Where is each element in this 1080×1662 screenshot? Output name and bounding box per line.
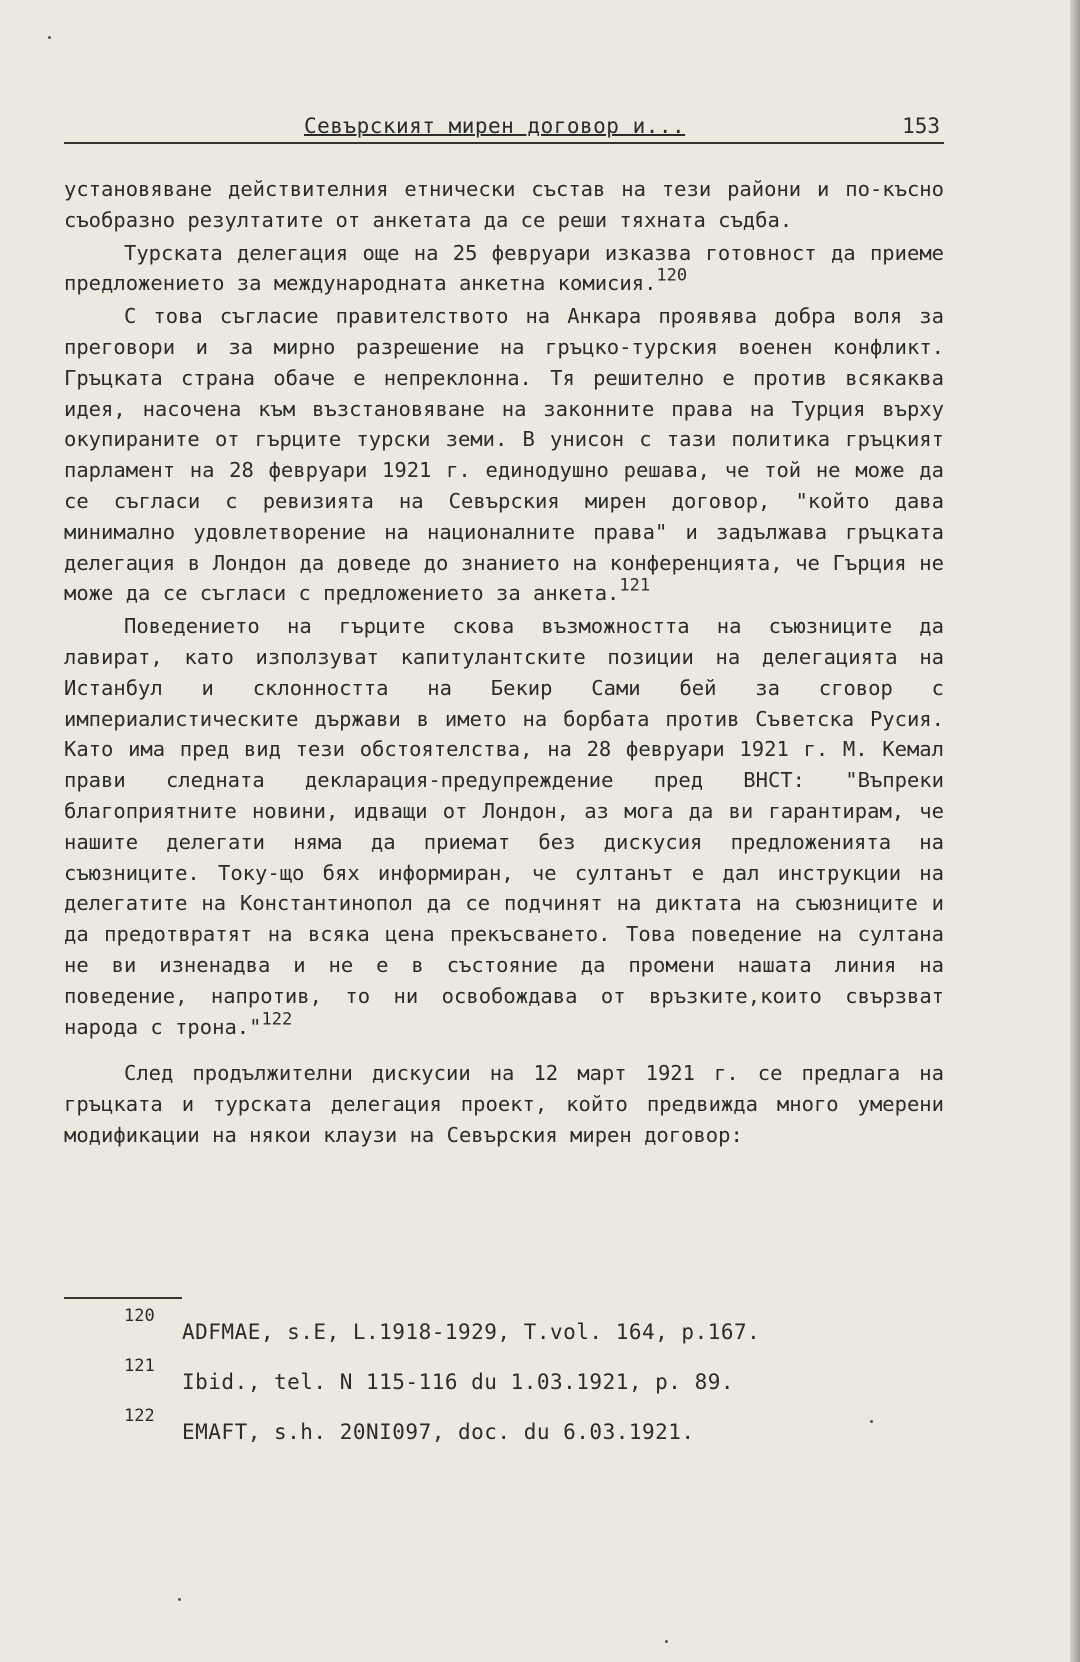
paragraph — [64, 174, 944, 236]
footnote — [120, 1300, 920, 1350]
scan-speck — [665, 1640, 668, 1643]
paragraph — [64, 301, 944, 609]
scan-speck — [48, 36, 51, 39]
running-title: Севърският мирен договор и... — [304, 114, 686, 138]
footnote-number: 122 — [124, 1406, 155, 1426]
footnote — [120, 1350, 920, 1400]
page-edge-shadow — [1070, 0, 1080, 1662]
footnote — [120, 1400, 920, 1450]
paragraph-text: Турската делегация още на 25 февруари изказва готовност да приеме предложението за международната анкетна комисия. — [64, 240, 944, 296]
scan-speck — [178, 1598, 181, 1601]
paragraph — [64, 1058, 944, 1150]
scan-speck — [870, 1420, 873, 1423]
paragraph-text: След продължителни дискусии на 12 март 1921 г. се предлага на гръцката и турската делегация проект, който предвижда много умерени модификации на някои клаузи на Севърския мирен договор: — [64, 1061, 944, 1147]
paragraph — [64, 611, 944, 1042]
footnote-number: 120 — [124, 1306, 155, 1326]
footnote-separator — [64, 1297, 182, 1299]
paragraph-text: установяване действителния етнически състав на тези райони и по-късно съобразно резултатите от анкетата да се реши тяхната съдба. — [64, 177, 944, 232]
paragraph-text: С това съгласие правителството на Анкара проявява добра воля за преговори и за мирно разрешение на гръцко-турския военен конфликт. Гръцката страна обаче е непреклонна. Тя решително е против всякаква идея, насочена към възстановяване на законните права на Турция върху окупираните от гърците турски земи. В унисон с тази политика гръцкият парламент на 28 февруари 1921 г. единодушно решава, че той не може да се съгласи с ревизията на Севърския мирен договор, "който дава минимално удовлетворение на националните права" и задължава гръцката делегация в Лондон да доведе до знанието на конференцията, че Гърция не може да се съгласи с предложението за анкета. — [64, 304, 944, 606]
footnote-ref: 122 — [261, 1009, 293, 1030]
footnote-number: 121 — [124, 1356, 155, 1376]
footnote-ref: 120 — [656, 266, 688, 287]
footnote-text: EMAFT, s.h. 20NI097, doc. du 6.03.1921. — [182, 1420, 695, 1444]
footnotes — [120, 1300, 920, 1450]
running-header — [64, 112, 944, 144]
paragraph-text: Поведението на гърците скова възможността на съюзниците да лавират, като използуват капитулантските позиции на делегацията на Истанбул и склонността на Бекир Сами бей за сговор с империалистическите държави в името на борбата против Съветска Русия. Като има пред вид тези обстоятелства, на 28 февруари 1921 г. М. Кемал прави следната декларация-предупреждение пред ВНСТ: "Въпреки благоприятните новини, идващи от Лондон, аз мога да ви гарантирам, че нашите делегати няма да приемат без дискусия предложенията на съюзниците. Току-що бях информиран, че султанът е дал инструкции на делегатите на Константинопол да се подчинят на диктата на съюзниците и да предотвратят на всяка цена прекъсването. Това поведение на султана не ви изненадва и не е в състояние да промени нашата линия на поведение, напротив, то ни освобождава от връзките,които свързват народа с трона." — [64, 614, 944, 1039]
body-text — [64, 174, 944, 1151]
footnote-text: Ibid., tel. N 115-116 du 1.03.1921, p. 89. — [182, 1370, 735, 1394]
page-number: 153 — [902, 114, 940, 138]
paragraph — [64, 238, 944, 300]
footnote-text: ADFMAE, s.E, L.1918-1929, T.vol. 164, p.167. — [182, 1320, 761, 1344]
footnote-ref: 121 — [619, 576, 651, 597]
